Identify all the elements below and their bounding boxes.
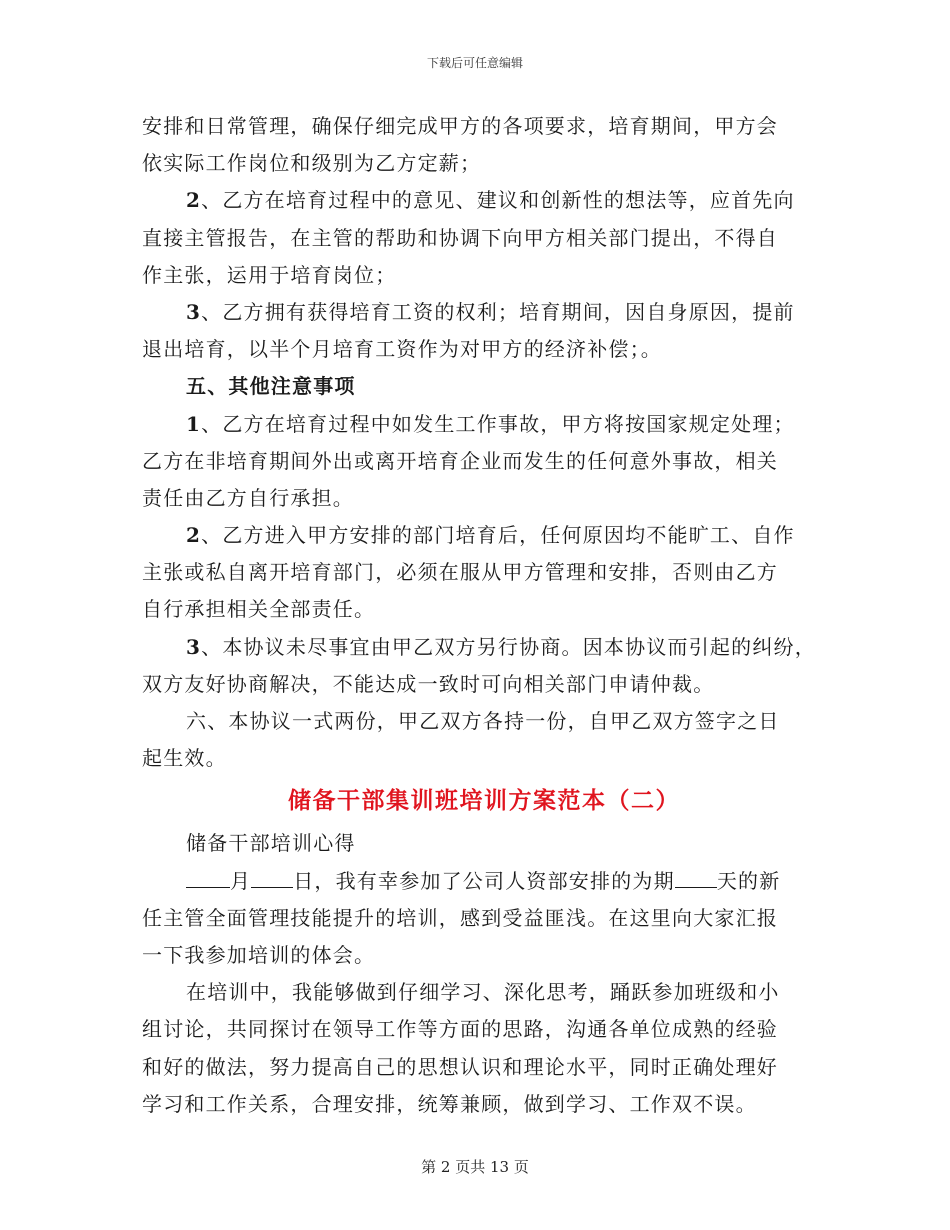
body-line: 双方友好协商解决，不能达成一致时可向相关部门申请仲裁。 (142, 671, 715, 696)
item-number: 2 (186, 188, 202, 213)
item-number: 1 (186, 411, 202, 436)
day-text: 日，我有幸参加了公司人资部安排的为期 (293, 868, 675, 893)
month-label: 月 (230, 868, 252, 893)
document-body (142, 108, 826, 1123)
days-suffix: 天的新 (716, 868, 781, 893)
body-line: 安排和日常管理，确保仔细完成甲方的各项要求，培育期间，甲方会 (142, 114, 778, 138)
paragraph-line (142, 863, 826, 900)
body-line: 一下我参加培训的体会。 (142, 942, 376, 967)
body-line: 乙方在非培育期间外出或离开培育企业而发生的任何意外事故，相关 (142, 448, 778, 473)
body-line: 责任由乙方自行承担。 (142, 485, 354, 510)
body-line: 自行承担相关全部责任。 (142, 597, 376, 622)
item-text: 、乙方在培育过程中的意见、建议和创新性的想法等，应首先向 (201, 188, 795, 213)
section-six-text: 六、本协议一式两份，甲乙双方各持一份，自甲乙双方签字之日 (186, 709, 780, 733)
body-line: 直接主管报告，在主管的帮助和协调下向甲方相关部门提出，不得自 (142, 225, 778, 250)
list-item (142, 406, 826, 443)
body-line: 任主管全面管理技能提升的培训，感到受益匪浅。在这里向大家汇报 (142, 905, 778, 930)
item-number: 3 (186, 634, 202, 659)
list-item (142, 517, 826, 554)
blank-underline (251, 865, 293, 888)
list-item (142, 182, 826, 219)
body-line: 起生效。 (142, 746, 227, 771)
body-line: 组讨论，共同探讨在领导工作等方面的思路，沟通各单位成熟的经验 (142, 1017, 778, 1042)
item-number: 3 (186, 299, 202, 324)
item-number: 2 (186, 523, 202, 548)
item-text: 、乙方进入甲方安排的部门培育后，任何原因均不能旷工、自作 (201, 523, 795, 548)
document-subtitle: 储备干部培训心得 (186, 831, 356, 856)
paragraph-line: 在培训中，我能够做到仔细学习、深化思考，踊跃参加班级和小 (186, 980, 780, 1005)
page-footer: 第 2 页共 13 页 (421, 1158, 529, 1176)
page-header: 下载后可任意编辑 (426, 56, 523, 70)
blank-underline (675, 865, 717, 888)
item-text: 、乙方拥有获得培育工资的权利；培育期间，因自身原因，提前 (201, 299, 795, 324)
body-line: 学习和工作关系，合理安排，统筹兼顾，做到学习、工作双不误。 (142, 1091, 757, 1116)
section-heading: 五、其他注意事项 (186, 374, 356, 399)
list-item (142, 294, 826, 331)
body-line: 依实际工作岗位和级别为乙方定薪； (142, 151, 482, 176)
body-line: 主张或私自离开培育部门，必须在服从甲方管理和安排，否则由乙方 (142, 560, 778, 585)
blank-underline (186, 865, 230, 888)
body-line: 和好的做法，努力提高自己的思想认识和理论水平，同时正确处理好 (142, 1054, 778, 1079)
item-text: 、本协议未尽事宜由甲乙双方另行协商。因本协议而引起的纠纷， (201, 634, 816, 659)
body-line: 退出培育，以半个月培育工资作为对甲方的经济补偿；。 (142, 337, 662, 362)
document-title: 储备干部集训班培训方案范本（二） (288, 787, 680, 815)
list-item (142, 629, 826, 666)
item-text: 、乙方在培育过程中如发生工作事故，甲方将按国家规定处理； (201, 411, 795, 436)
body-line: 作主张，运用于培育岗位； (142, 262, 397, 287)
